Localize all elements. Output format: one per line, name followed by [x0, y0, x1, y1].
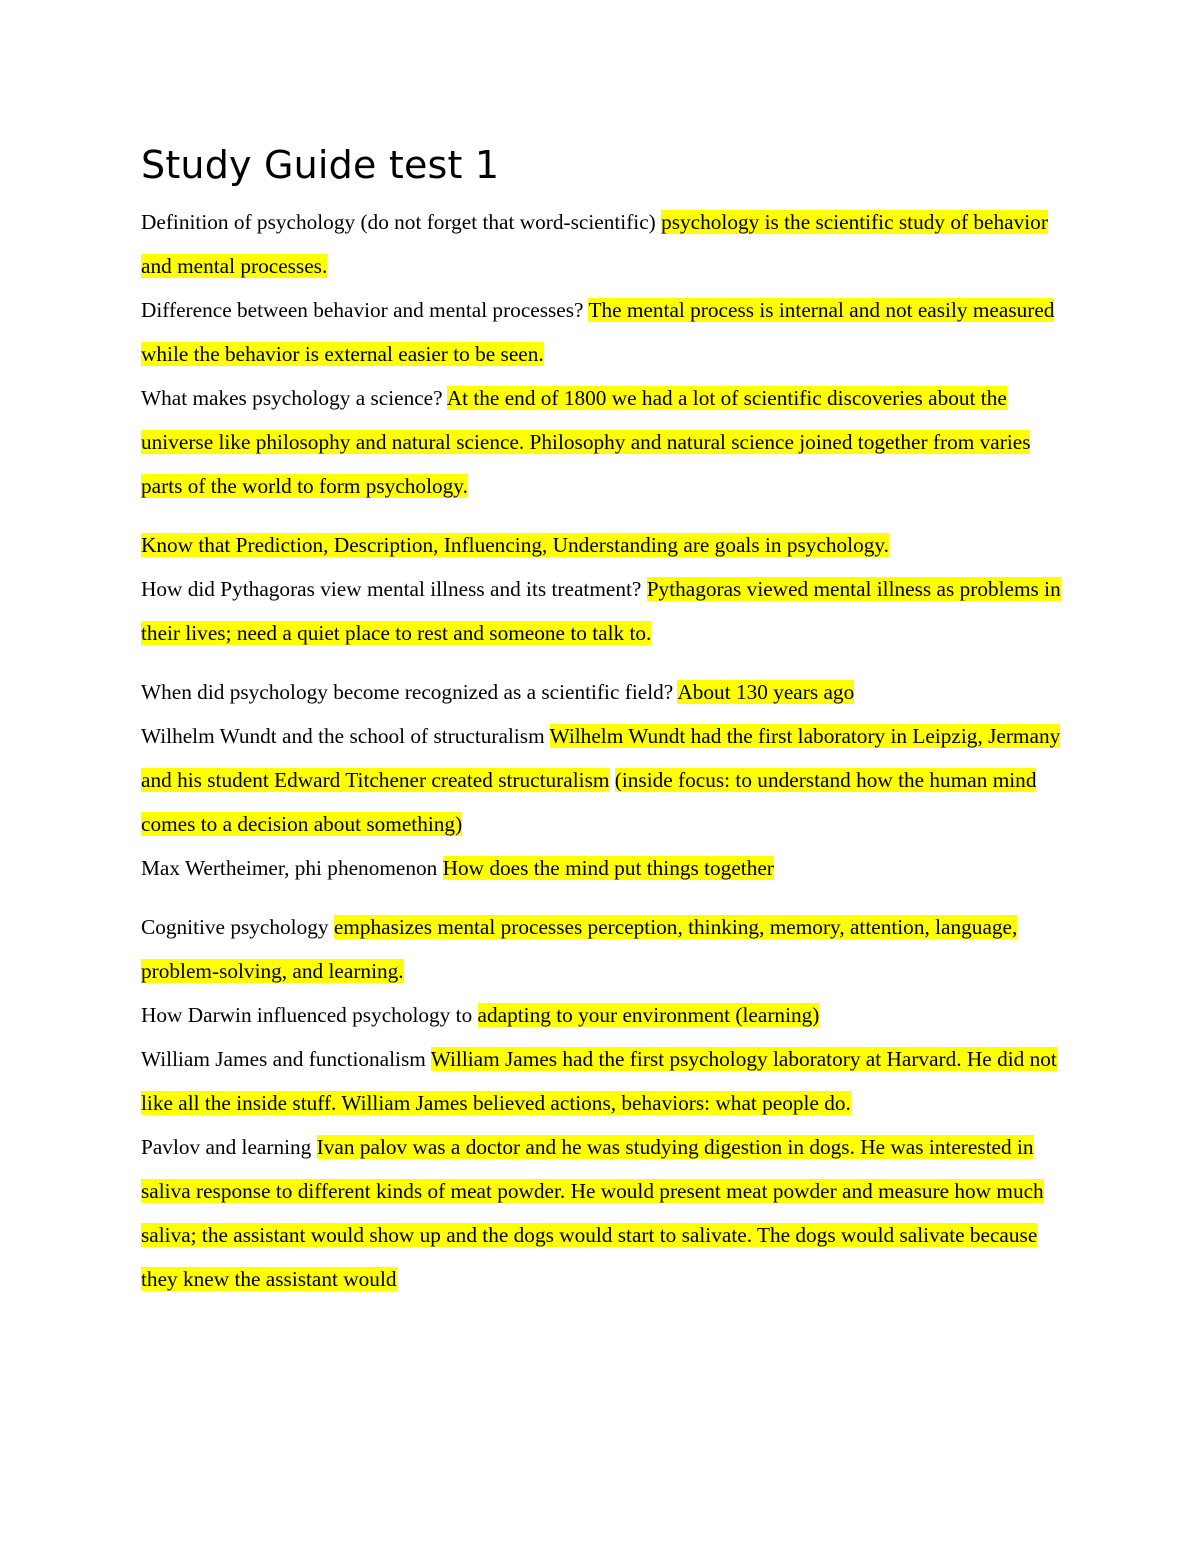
- paragraph-darwin: [141, 993, 1066, 1037]
- paragraph-pavlov: [141, 1125, 1066, 1301]
- highlighted-answer: emphasizes mental processes perception, thinking, memory, attention, language, problem-solving, and learning.: [141, 915, 1018, 983]
- highlighted-answer: Pythagoras viewed mental illness as problems in their lives; need a quiet place to rest and someone to talk to.: [141, 577, 1061, 645]
- document-title: Study Guide test 1: [141, 143, 500, 187]
- paragraph-recognized: [141, 670, 1066, 714]
- highlighted-answer: psychology is the scientific study of behavior and mental processes.: [141, 210, 1048, 278]
- paragraph-science: [141, 376, 1066, 508]
- highlighted-answer: adapting to your environment (learning): [477, 1003, 820, 1027]
- question-text: Difference between behavior and mental processes?: [141, 298, 589, 322]
- highlighted-answer-2: (inside focus: to understand how the human mind comes to a decision about something): [141, 768, 1037, 836]
- highlighted-answer: Wilhelm Wundt had the first laboratory in Leipzig, Jermany and his student Edward Titchener created structuralism: [141, 724, 1061, 792]
- question-text: Wilhelm Wundt and the school of structuralism: [141, 724, 550, 748]
- question-text: How did Pythagoras view mental illness and its treatment?: [141, 577, 647, 601]
- question-text: What makes psychology a science?: [141, 386, 447, 410]
- question-text: Max Wertheimer, phi phenomenon: [141, 856, 443, 880]
- highlighted-answer: Ivan palov was a doctor and he was studying digestion in dogs. He was interested in saliva response to different kinds of meat powder. He would present meat powder and measure how much saliva; the assistant would show up and the dogs would start to salivate. The dogs would salivate because they knew the assistant would: [141, 1135, 1044, 1291]
- paragraph-pythagoras: [141, 567, 1066, 655]
- highlighted-answer: The mental process is internal and not easily measured while the behavior is external easier to be seen.: [141, 298, 1055, 366]
- paragraph-wertheimer: [141, 846, 1066, 890]
- highlighted-answer: William James had the first psychology laboratory at Harvard. He did not like all the inside stuff. William James believed actions, behaviors: what people do.: [141, 1047, 1057, 1115]
- paragraph-goals: [141, 523, 1066, 567]
- highlighted-answer: At the end of 1800 we had a lot of scientific discoveries about the universe like philosophy and natural science. Philosophy and natural science joined together from varies parts of the world to form psychology.: [141, 386, 1031, 498]
- highlighted-answer: Know that Prediction, Description, Influencing, Understanding are goals in psychology.: [141, 533, 889, 557]
- question-text: Definition of psychology (do not forget that word-scientific): [141, 210, 662, 234]
- paragraph-james: [141, 1037, 1066, 1125]
- paragraph-definition: [141, 200, 1066, 288]
- paragraph-cognitive: [141, 905, 1066, 993]
- question-text: Cognitive psychology: [141, 915, 334, 939]
- question-text: Pavlov and learning: [141, 1135, 317, 1159]
- paragraph-wundt: [141, 714, 1066, 846]
- highlighted-answer: About 130 years ago: [677, 680, 855, 704]
- spacer-text: [609, 768, 614, 792]
- document-body: [141, 140, 1066, 1301]
- question-text: William James and functionalism: [141, 1047, 431, 1071]
- question-text: When did psychology become recognized as a scientific field?: [141, 680, 678, 704]
- paragraph-behavior-vs-mental: [141, 288, 1066, 376]
- highlighted-answer: How does the mind put things together: [442, 856, 774, 880]
- question-text: How Darwin influenced psychology to: [141, 1003, 478, 1027]
